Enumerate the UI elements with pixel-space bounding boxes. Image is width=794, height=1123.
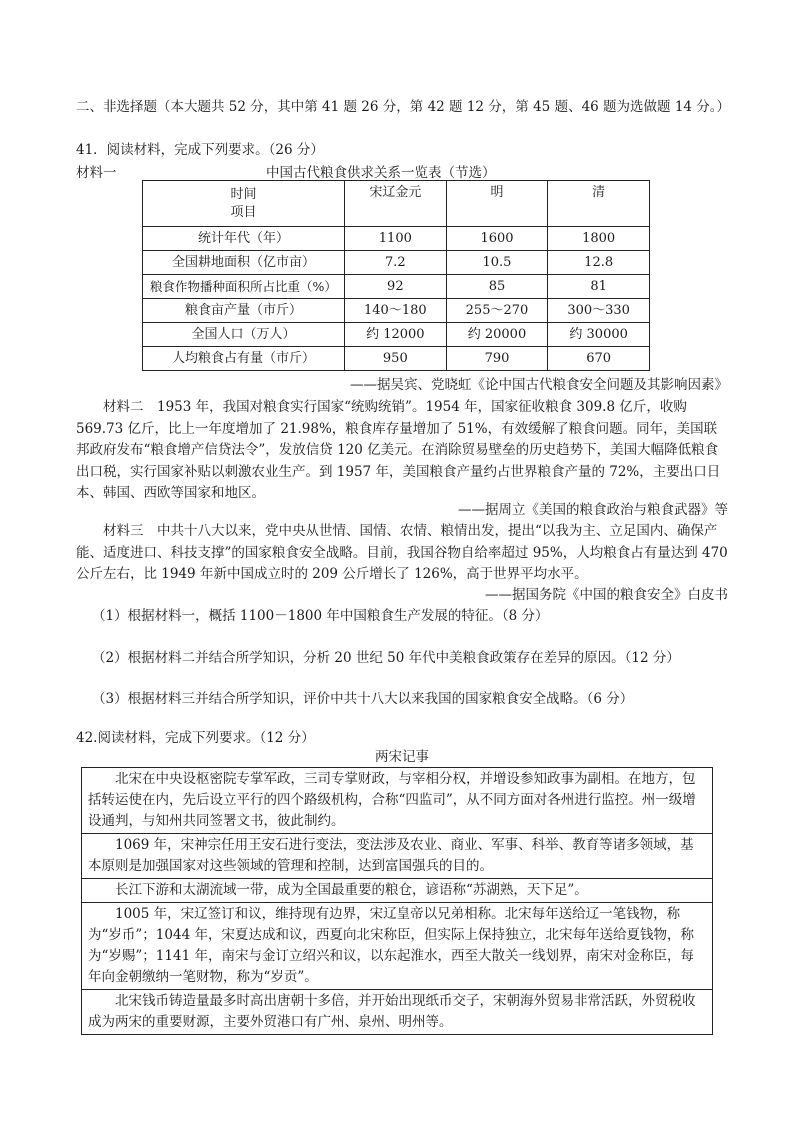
- table-cell: 长江下游和太湖流域一带，成为全国最重要的粮仓，谚语称“苏湖熟，天下足”。: [82, 879, 713, 903]
- material3-source: ——据国务院《中国的粮食安全》白皮书: [485, 587, 728, 603]
- table-cell: 1005 年，宋辽签订和议，维持现有边界，宋辽皇帝以兄弟相称。北宋每年送给辽一笔钱物，称为“岁币”；1044 年，宋夏达成和议，西夏向北宋称臣，但实际上保持独立，北宋每年送给夏钱物，称为“岁赐”；1141 年，南宋与金订立绍兴和议，以东起淮水，西至大散关一线划界，南宋对金称臣，每年向金朝缴纳一笔财物，称为“岁贡”。: [82, 903, 713, 990]
- table-cell: 81: [548, 275, 650, 299]
- row-label: 全国耕地面积（亿市亩）: [143, 251, 345, 275]
- q41-prompt: 41．阅读材料，完成下列要求。（26 分）: [76, 142, 324, 158]
- table-row: [82, 834, 713, 879]
- q41-sub1: （1）根据材料一，概括 1100－1800 年中国粮食生产发展的特征。（8 分）: [92, 608, 549, 624]
- table-cell: 约 20000: [446, 323, 548, 347]
- material2-text: 材料二 1953 年，我国对粮食实行国家“统购统销”。1954 年，国家征收粮食 309.8 亿斤，收购 569.73 亿斤，比上一年度增加了 21.98%，粮食库存量增加了 51%，有效缓解了粮食问题。同年，美国联邦政府发布“粮食增产信贷法令”，发放信贷 120 亿美元。在消除贸易壁垒的历史趋势下，美国大幅降低粮食出口税，实行国家补贴以刺激农业生产。到 1957 年，美国粮食产量约占世界粮食产量的 72%，主要出口日本、韩国、西欧等国家和地区。: [76, 399, 721, 501]
- table-row: [143, 275, 650, 299]
- corner-item-label: 项目: [230, 204, 257, 220]
- table-row: [143, 323, 650, 347]
- table-cell: 北宋在中央设枢密院专掌军政，三司专掌财政，与宰相分权，并增设参知政事为副相。在地方，包括转运使在内，先后设立平行的四个路级机构，合称“四监司”，从不同方面对各州进行监控。州一级增设通判，与知州共同签署文书，彼此制约。: [82, 768, 713, 834]
- table-cell: 255～270: [446, 299, 548, 323]
- table-cell: 1800: [548, 227, 650, 251]
- row-label: 统计年代（年）: [143, 227, 345, 251]
- table-corner-cell: [143, 181, 345, 227]
- column-header: 宋辽金元: [345, 181, 447, 227]
- table-cell: 1100: [345, 227, 447, 251]
- table-cell: 1600: [446, 227, 548, 251]
- row-label: 全国人口（万人）: [143, 323, 345, 347]
- table-row: [82, 879, 713, 903]
- table-cell: 北宋钱币铸造量最多时高出唐朝十多倍，并开始出现纸币交子，宋朝海外贸易非常活跃，外贸税收成为两宋的重要财源，主要外贸港口有广州、泉州、明州等。: [82, 990, 713, 1035]
- material3-text: 材料三 中共十八大以来，党中央从世情、国情、农情、粮情出发，提出“以我为主、立足国内、确保产能、适度进口、科技支撑”的国家粮食安全战略。目前，我国谷物自给率超过 95%，人均粮食占有量达到 470 公斤左右，比 1949 年新中国成立时的 209 公斤增长了 126%，高于世界平均水平。: [76, 523, 728, 582]
- material2-source: ——据周立《美国的粮食政治与粮食武器》等: [458, 502, 728, 518]
- table-header-row: [143, 181, 650, 227]
- table-row: [143, 299, 650, 323]
- q42-prompt: 42.阅读材料，完成下列要求。（12 分）: [76, 730, 315, 746]
- row-label: 人均粮食占有量（市斤）: [143, 347, 345, 371]
- column-header: 清: [548, 181, 650, 227]
- table-cell: 12.8: [548, 251, 650, 275]
- q41-sub2: （2）根据材料二并结合所学知识，分析 20 世纪 50 年代中美粮食政策存在差异的原因。（12 分）: [92, 650, 680, 666]
- column-header: 明: [446, 181, 548, 227]
- table-cell: 670: [548, 347, 650, 371]
- table-cell: 7.2: [345, 251, 447, 275]
- table-row: [82, 990, 713, 1035]
- table-cell: 10.5: [446, 251, 548, 275]
- table-cell: 约 12000: [345, 323, 447, 347]
- table-row: [143, 347, 650, 371]
- q42-table-title: 两宋记事: [375, 749, 429, 765]
- table-cell: 1069 年，宋神宗任用王安石进行变法，变法涉及农业、商业、军事、科举、教育等诸多领域，基本原则是加强国家对这些领域的管理和控制，达到富国强兵的目的。: [82, 834, 713, 879]
- table-cell: 300～330: [548, 299, 650, 323]
- material1-table-title: 中国古代粮食供求关系一览表（节选）: [266, 165, 496, 181]
- table-cell: 92: [345, 275, 447, 299]
- table-row: [82, 903, 713, 990]
- table-row: [143, 251, 650, 275]
- table-cell: 950: [345, 347, 447, 371]
- section-header: 二、非选择题（本大题共 52 分，其中第 41 题 26 分，第 42 题 12 分，第 45 题、46 题为选做题 14 分。）: [76, 99, 731, 115]
- material1-source: ——据吴宾、党晓虹《论中国古代粮食安全问题及其影响因素》: [350, 377, 728, 393]
- table-row: [82, 768, 713, 834]
- table-cell: 约 30000: [548, 323, 650, 347]
- two-song-table: [81, 767, 713, 1035]
- table-cell: 85: [446, 275, 548, 299]
- q41-sub3: （3）根据材料三并结合所学知识，评价中共十八大以来我国的国家粮食安全战略。（6 分）: [92, 691, 634, 707]
- row-label: 粮食作物播种面积所占比重（%）: [143, 275, 345, 299]
- corner-time-label: 时间: [230, 186, 257, 202]
- material1-label: 材料一: [76, 165, 117, 181]
- row-label: 粮食亩产量（市斤）: [143, 299, 345, 323]
- grain-supply-table: [142, 180, 650, 371]
- table-row: [143, 227, 650, 251]
- table-cell: 790: [446, 347, 548, 371]
- table-cell: 140～180: [345, 299, 447, 323]
